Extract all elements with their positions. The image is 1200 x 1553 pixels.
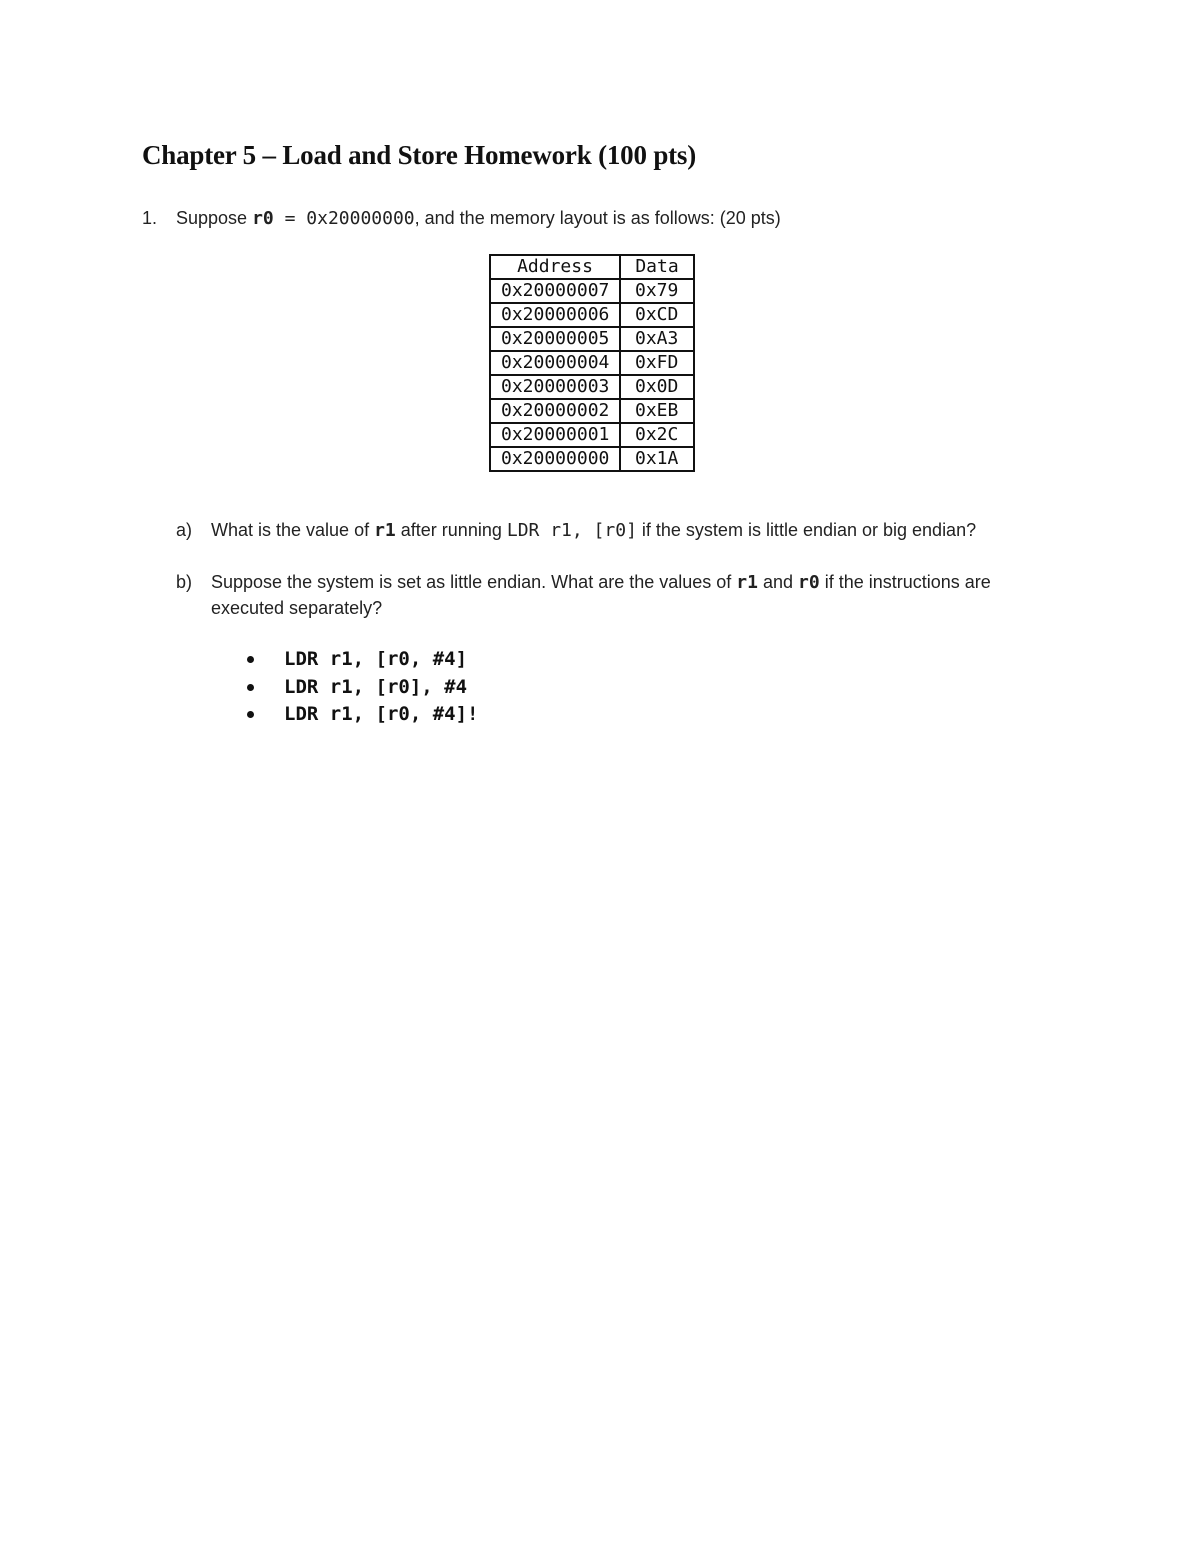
table-row — [490, 375, 694, 399]
instruction-code: LDR r1, [r0, #4]! — [284, 703, 479, 725]
part-a-text — [211, 520, 976, 541]
header-address: Address — [490, 255, 620, 279]
instruction-code: LDR r1, [r0], #4 — [284, 675, 468, 698]
part-b-t3: if the instructions are — [819, 572, 991, 592]
q1-value: 0x20000000 — [306, 208, 415, 229]
part-a-t2: after running — [395, 520, 507, 540]
q1-register: r0 — [252, 208, 274, 229]
data-cell: 0x79 — [620, 279, 694, 303]
table-row — [490, 399, 694, 423]
address-cell: 0x20000005 — [490, 327, 620, 351]
address-cell: 0x20000004 — [490, 351, 620, 375]
table-row — [490, 447, 694, 471]
address-cell: 0x20000001 — [490, 423, 620, 447]
part-b-label: b) — [176, 572, 193, 592]
address-cell: 0x20000006 — [490, 303, 620, 327]
data-cell: 0xFD — [620, 351, 694, 375]
table-row — [490, 279, 694, 303]
page-title: Chapter 5 – Load and Store Homework (100 pts) — [142, 140, 697, 170]
address-cell: 0x20000002 — [490, 399, 620, 423]
question-number: 1. — [142, 208, 158, 228]
address-cell: 0x20000003 — [490, 375, 620, 399]
data-cell: 0x2C — [620, 423, 694, 447]
part-a-t3: if the system is little endian or big endian? — [636, 520, 977, 540]
part-b-register-r1: r1 — [736, 572, 758, 593]
part-a-t1: What is the value of — [211, 520, 375, 540]
data-cell: 0x1A — [620, 447, 694, 471]
data-cell: 0x0D — [620, 375, 694, 399]
q1-post: , and the memory layout is as follows: (20 pts) — [414, 208, 781, 228]
table-row — [490, 423, 694, 447]
bullet-icon — [247, 684, 254, 691]
bullet-icon — [247, 656, 254, 663]
question-1-text — [176, 208, 781, 229]
table-row — [490, 351, 694, 375]
table-row — [490, 327, 694, 351]
part-b-register-r0: r0 — [798, 572, 820, 593]
part-b-t1: Suppose the system is set as little endian. What are the values of — [211, 572, 737, 592]
bullet-icon — [247, 711, 254, 718]
part-b-text-line2: executed separately? — [211, 598, 383, 618]
instruction-code: LDR r1, [r0, #4] — [284, 648, 468, 670]
part-b-text — [211, 572, 991, 593]
part-a-code: LDR r1, [r0] — [506, 520, 637, 541]
q1-equals: = — [273, 208, 307, 229]
header-data: Data — [620, 255, 694, 279]
data-cell: 0xA3 — [620, 327, 694, 351]
data-cell: 0xCD — [620, 303, 694, 327]
address-cell: 0x20000007 — [490, 279, 620, 303]
address-cell: 0x20000000 — [490, 447, 620, 471]
part-a-label: a) — [176, 520, 193, 540]
table-header-row — [490, 255, 694, 279]
q1-pre: Suppose — [176, 208, 253, 228]
part-b-t2: and — [757, 572, 799, 592]
memory-layout-table — [489, 254, 695, 472]
part-a-register: r1 — [374, 520, 396, 541]
data-cell: 0xEB — [620, 399, 694, 423]
table-row — [490, 303, 694, 327]
